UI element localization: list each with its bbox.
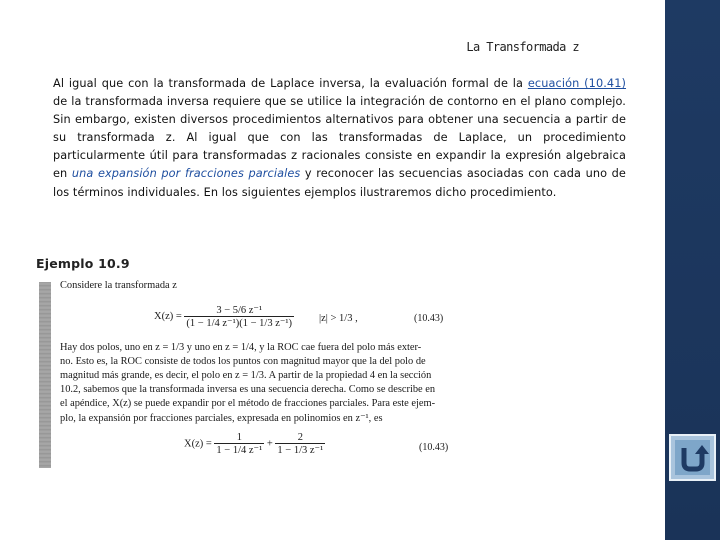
eq2-term-2-numerator: 2: [275, 432, 325, 444]
body-text-2: de la transformada inversa requiere que se utilice la integración de contorno en el plano complejo. Sin embargo, existen diversos procedimientos alternativos para obtener una secuencia a partir de su transformada z. Al igual que con las transformadas de Laplace, un procedimiento particularmente útil para transformadas z racionales consiste en expandir la expresión algebraica en: [53, 95, 626, 181]
example-line-2: no. Esto es, la ROC consiste de todos los puntos con magnitud mayor que la del polo de: [60, 356, 426, 367]
example-line-6: plo, la expansión por fracciones parciales, expresada en polinomios en z⁻¹, es: [60, 413, 383, 424]
example-intro: Considere la transformada z: [60, 280, 177, 291]
equation-2: [184, 432, 325, 456]
eq2-term-1-denominator: 1 − 1/4 z⁻¹: [216, 445, 263, 456]
eq2-lhs: X(z) =: [184, 438, 212, 450]
eq2-term-2: [275, 432, 325, 456]
equation-1: [154, 304, 294, 329]
example-line-3: magnitud más grande, es decir, el polo en z = 1/3. A partir de la propiedad 4 en la sección: [60, 370, 432, 381]
eq1-denominator: (1 − 1/4 z⁻¹)(1 − 1/3 z⁻¹): [186, 318, 293, 329]
return-button[interactable]: [669, 434, 716, 481]
eq1-number: (10.43): [414, 313, 444, 324]
eq1-numerator: 3 − 5/6 z⁻¹: [184, 304, 294, 317]
eq2-term-1: [214, 432, 264, 456]
eq2-number: (10.43): [419, 442, 449, 453]
return-arrow-icon: [675, 440, 710, 475]
eq2-plus: +: [266, 438, 273, 450]
eq1-roc: |z| > 1/3 ,: [319, 313, 358, 324]
body-paragraph: [53, 75, 626, 202]
body-text-1: Al igual que con la transformada de Laplace inversa, la evaluación formal de la: [53, 77, 528, 90]
example-line-1: Hay dos polos, uno en z = 1/3 y uno en z = 1/4, y la ROC cae fuera del polo más exter-: [60, 342, 422, 353]
scan-margin-bar: [39, 282, 51, 468]
slide-title: La Transformada z: [466, 40, 579, 54]
example-line-5: el apéndice, X(z) se puede expandir por el método de fracciones parciales. Para este ejem-: [60, 398, 436, 409]
equation-link[interactable]: ecuación (10.41): [527, 77, 627, 90]
eq2-term-2-denominator: 1 − 1/3 z⁻¹: [277, 445, 324, 456]
eq2-term-1-numerator: 1: [214, 432, 264, 444]
body-text-3: y reconocer las secuencias asociadas con cada uno de los términos individuales. En los siguientes ejemplos ilustraremos dicho procedimiento.: [53, 167, 626, 199]
example-scan-image: [36, 252, 466, 474]
highlighted-term: una expansión por fracciones parciales: [71, 167, 301, 181]
example-line-4: 10.2, sabemos que la transformada inversa es una secuencia derecha. Como se describe en: [60, 384, 436, 395]
eq1-fraction: [184, 304, 294, 329]
eq1-lhs: X(z) =: [154, 310, 182, 322]
example-title: Ejemplo 10.9: [36, 256, 130, 271]
